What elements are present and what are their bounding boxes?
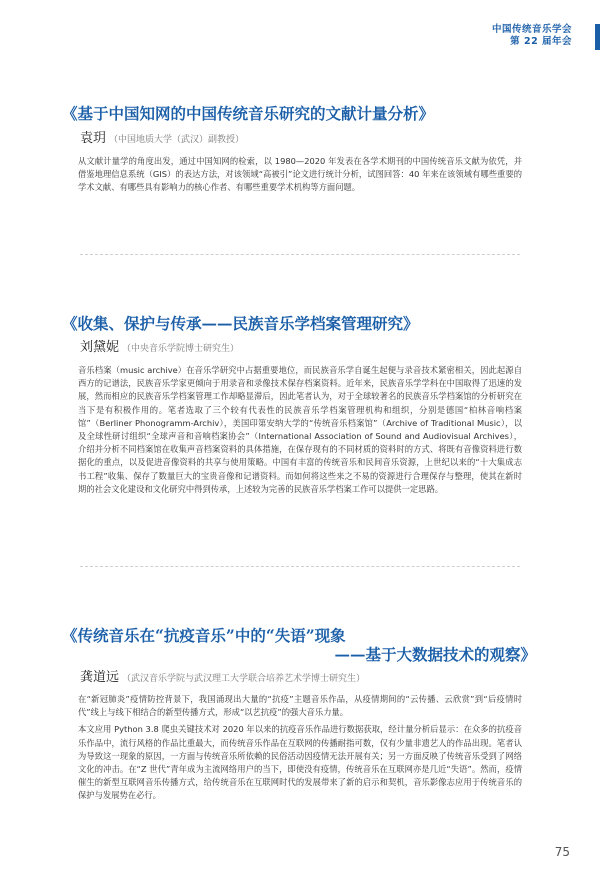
article-abstract xyxy=(78,155,522,195)
article-abstract xyxy=(78,693,522,803)
article-title: 《传统音乐在“抗疫音乐”中的“失语”现象 xyxy=(62,626,346,645)
article-subtitle: ——基于大数据技术的观察》 xyxy=(334,645,536,664)
author-name: 袁玥 xyxy=(80,131,107,146)
author-affiliation: （武汉音乐学院与武汉理工大学联合培养艺术学博士研究生） xyxy=(122,674,366,684)
abstract-paragraph: 音乐档案（music archive）在音乐学研究中占据重要地位，而民族音乐学自诞生起便与录音技术紧密相关，因此起源自西方的记谱法，民族音乐学家更倾向于用录音和录像技术保存档案资料。近年来，民族音乐学学科在中国取得了迅速的发展，然而相应的民族音乐学档案管理工作却略显滞后，因此笔者认为，对于全球较著名的民族音乐学档案馆的分析研究在当下是有积极作用的。笔者选取了三个较有代表性的民族音乐学档案管理机构和组织，分别是德国“柏林音响档案馆”（Berliner Phonogramm-Archiv），美国印第安纳大学的“传统音乐档案馆”（Archive of Traditional Music），以及全球性研讨组织“全球声音和音响档案协会”（International Association of Sound and Audiovisual Archives），介绍并分析不同档案馆在收集声音档案资料的具体措施，在保存现有的不同材质的资料时的方式、将既有音像资料进行数据化的重点，以及促进音像资料的共享与使用策略。中国有丰富的传统音乐和民间音乐资源，上世纪以来的“十大集成志书工程”收集、保存了数量巨大的宝贵音像和记谱资料。而如何将这些来之不易的资源进行合理保存与整理，使其在新时期的社会文化建设和文化研究中得到传承，上述较为完善的民族音乐学档案工作可以提供一定思路。 xyxy=(78,365,522,494)
header-accent-bar xyxy=(595,24,600,50)
abstract-paragraph: 本文应用 Python 3.8 爬虫关键技术对 2020 年以来的抗疫音乐作品进行数据获取，经计量分析后显示：在众多的抗疫音乐作品中，流行风格的作品比重最大，而传统音乐作品在互联网的传播耐指可数，仅有少量非遗艺人的作品出现。笔者认为导致这一现象的原因，一方面与传统音乐所依赖的民俗活动因疫情无法开展有关；另一方面反映了传统音乐受到了网络文化的冲击。在“Z 世代”青年成为主流网络用户的当下，即使没有疫情，传统音乐在互联网亦是几近“失语”。然而，疫情催生的新型互联网音乐传播方式，给传统音乐在互联网时代的发展带来了新的启示和契机，音乐影像志应用于传统音乐的保护与发展势在必行。 xyxy=(78,724,522,801)
conference-header xyxy=(492,24,572,48)
article-author xyxy=(80,666,365,685)
author-affiliation: （中央音乐学院博士研究生） xyxy=(122,344,240,354)
abstract-paragraph: 在“新冠肺炎”疫情防控背景下，我国涌现出大量的“抗疫”主题音乐作品，从疫情期间的“云传播、云欣赏”到“后疫情时代”线上与线下相结合的新型传播方式，形成“以艺抗疫”的强大音乐力量。 xyxy=(78,694,522,718)
abstract-paragraph: 从文献计量学的角度出发，通过中国知网的检索，以 1980—2020 年发表在各学术期刊的中国传统音乐文献为依凭，并借鉴地理信息系统（GIS）的表达方法，对该领域“高被引”论文进行统计分析，试图回答：40 年来在该领域有哪些重要的学术文献、有哪些具有影响力的核心作者、有哪些重要学术机构等方面问题。 xyxy=(78,156,522,193)
author-name: 刘黛妮 xyxy=(80,340,120,355)
page-number: 75 xyxy=(554,845,570,859)
author-name: 龚道远 xyxy=(80,670,120,685)
conference-session: 第 22 届年会 xyxy=(510,36,572,47)
section-divider xyxy=(80,254,520,255)
article-author xyxy=(80,336,239,355)
article-title: 《收集、保护与传承——民族音乐学档案管理研究》 xyxy=(62,314,419,333)
section-divider xyxy=(80,566,520,567)
author-affiliation: （中国地质大学（武汉）副教授） xyxy=(109,135,245,145)
article-author xyxy=(80,127,244,146)
article-title: 《基于中国知网的中国传统音乐研究的文献计量分析》 xyxy=(62,104,435,123)
article-abstract xyxy=(78,364,522,496)
conference-name: 中国传统音乐学会 xyxy=(491,24,572,35)
